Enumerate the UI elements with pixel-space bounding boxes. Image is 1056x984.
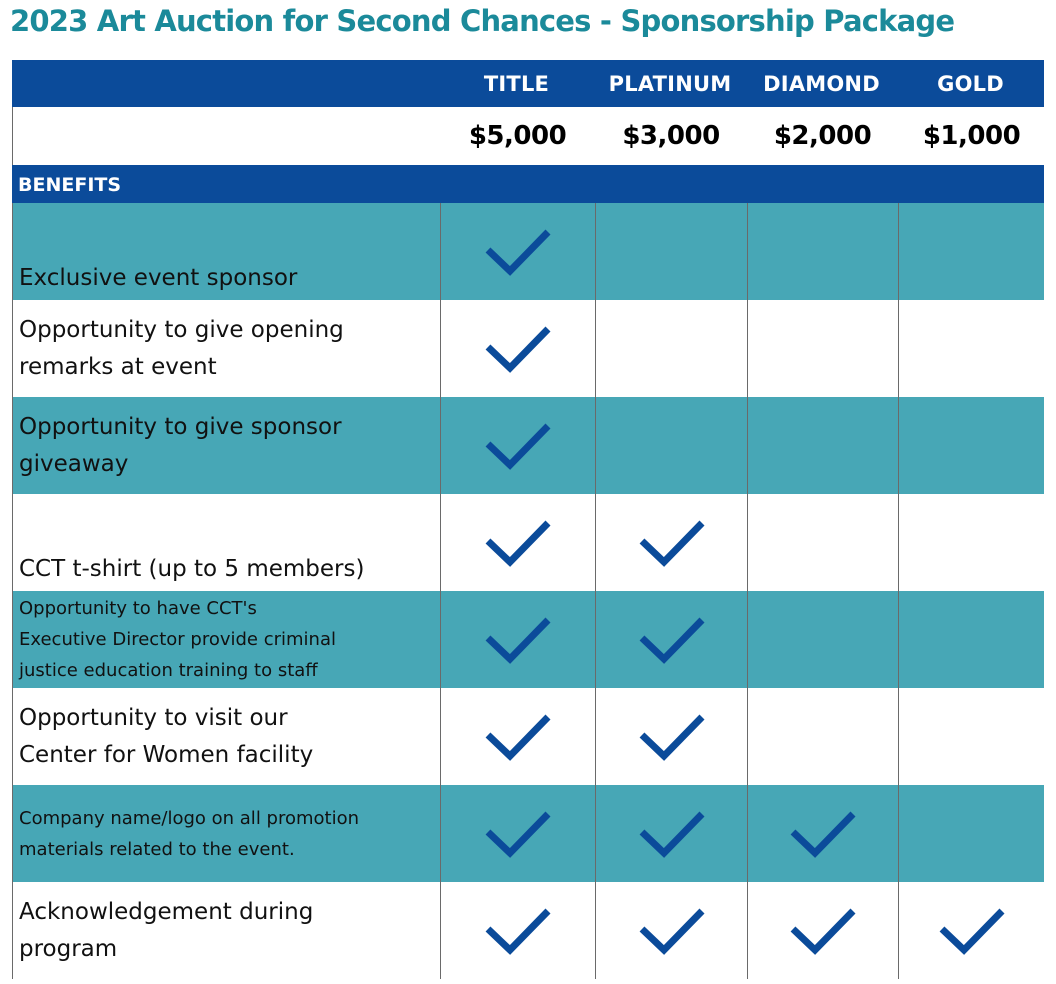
checkmark-icon bbox=[788, 905, 858, 957]
benefit-cell-diamond bbox=[747, 882, 898, 979]
tier-diamond: DIAMOND bbox=[763, 71, 880, 96]
benefit-cell-platinum bbox=[595, 688, 747, 785]
benefit-cell-platinum bbox=[595, 494, 747, 591]
checkmark-icon bbox=[937, 905, 1007, 957]
checkmark-icon bbox=[483, 614, 553, 666]
benefit-cell-title bbox=[440, 785, 595, 882]
benefit-label bbox=[19, 785, 437, 882]
benefit-label-line: Opportunity to give sponsor bbox=[19, 413, 342, 440]
benefit-row bbox=[12, 591, 1044, 688]
price-diamond: $2,000 bbox=[773, 121, 872, 151]
price-gold: $1,000 bbox=[922, 121, 1021, 151]
checkmark-icon bbox=[637, 711, 707, 763]
benefit-cell-diamond bbox=[747, 300, 898, 397]
benefit-cell-platinum bbox=[595, 397, 747, 494]
benefit-cell-gold bbox=[898, 300, 1045, 397]
benefit-cell-platinum bbox=[595, 882, 747, 979]
benefit-cell-gold bbox=[898, 688, 1045, 785]
benefit-label bbox=[19, 397, 437, 494]
benefit-label-line: Exclusive event sponsor bbox=[19, 265, 298, 291]
benefit-cell-title bbox=[440, 591, 595, 688]
benefits-heading: BENEFITS bbox=[18, 174, 122, 196]
benefit-cell-diamond bbox=[747, 591, 898, 688]
benefit-cell-diamond bbox=[747, 688, 898, 785]
benefit-row bbox=[12, 688, 1044, 785]
benefit-cell-gold bbox=[898, 494, 1045, 591]
benefit-label-line: program bbox=[19, 935, 118, 962]
tier-title: TITLE bbox=[483, 71, 550, 96]
benefit-label-line: justice education training to staff bbox=[19, 660, 318, 681]
benefit-label-line: Company name/logo on all promotion bbox=[19, 807, 360, 829]
benefit-row bbox=[12, 300, 1044, 397]
benefit-cell-title bbox=[440, 882, 595, 979]
benefit-cell-gold bbox=[898, 882, 1045, 979]
benefit-label bbox=[19, 300, 437, 397]
checkmark-icon bbox=[637, 614, 707, 666]
checkmark-icon bbox=[637, 905, 707, 957]
benefit-cell-gold bbox=[898, 591, 1045, 688]
benefit-cell-platinum bbox=[595, 785, 747, 882]
benefit-cell-diamond bbox=[747, 397, 898, 494]
benefits-header-row bbox=[12, 165, 1044, 203]
benefit-label-line: materials related to the event. bbox=[19, 838, 295, 860]
benefit-cell-gold bbox=[898, 397, 1045, 494]
benefit-label-line: CCT t-shirt (up to 5 members) bbox=[19, 556, 365, 582]
benefit-row bbox=[12, 785, 1044, 882]
benefit-label-line: Opportunity to visit our bbox=[19, 704, 288, 731]
benefit-label bbox=[19, 882, 437, 979]
benefit-label-line: giveaway bbox=[19, 450, 129, 477]
checkmark-icon bbox=[483, 711, 553, 763]
benefit-cell-gold bbox=[898, 203, 1045, 300]
benefit-row bbox=[12, 494, 1044, 591]
benefit-cell-gold bbox=[898, 785, 1045, 882]
tier-header-row bbox=[12, 60, 1044, 107]
page-title: 2023 Art Auction for Second Chances - Sponsorship Package bbox=[10, 4, 955, 38]
benefit-label-line: Center for Women facility bbox=[19, 741, 314, 768]
benefit-cell-title bbox=[440, 494, 595, 591]
benefit-row bbox=[12, 203, 1044, 300]
benefit-label bbox=[19, 494, 437, 591]
tier-gold: GOLD bbox=[937, 71, 1004, 96]
benefit-cell-platinum bbox=[595, 300, 747, 397]
price-title: $5,000 bbox=[468, 121, 567, 151]
benefit-label-line: remarks at event bbox=[19, 353, 217, 380]
tier-platinum: PLATINUM bbox=[608, 71, 732, 96]
benefit-label bbox=[19, 203, 437, 300]
benefit-label-line: Executive Director provide criminal bbox=[19, 629, 336, 650]
benefit-row bbox=[12, 882, 1044, 979]
benefit-label bbox=[19, 688, 437, 785]
benefit-row bbox=[12, 397, 1044, 494]
checkmark-icon bbox=[637, 808, 707, 860]
benefit-cell-diamond bbox=[747, 494, 898, 591]
checkmark-icon bbox=[483, 517, 553, 569]
benefit-cell-title bbox=[440, 203, 595, 300]
benefit-cell-title bbox=[440, 397, 595, 494]
checkmark-icon bbox=[788, 808, 858, 860]
benefit-label-line: Opportunity to give opening bbox=[19, 316, 344, 343]
benefit-cell-title bbox=[440, 300, 595, 397]
price-platinum: $3,000 bbox=[622, 121, 720, 151]
benefit-label-line: Acknowledgement during bbox=[19, 898, 314, 925]
benefit-label-line: Opportunity to have CCT's bbox=[19, 598, 257, 619]
benefit-cell-diamond bbox=[747, 203, 898, 300]
checkmark-icon bbox=[637, 517, 707, 569]
checkmark-icon bbox=[483, 808, 553, 860]
benefit-label bbox=[19, 591, 437, 688]
checkmark-icon bbox=[483, 323, 553, 375]
benefit-cell-platinum bbox=[595, 203, 747, 300]
checkmark-icon bbox=[483, 226, 553, 278]
checkmark-icon bbox=[483, 420, 553, 472]
checkmark-icon bbox=[483, 905, 553, 957]
benefit-cell-title bbox=[440, 688, 595, 785]
benefit-cell-platinum bbox=[595, 591, 747, 688]
sponsorship-table bbox=[12, 60, 1044, 978]
price-row bbox=[12, 107, 1044, 165]
benefit-cell-diamond bbox=[747, 785, 898, 882]
